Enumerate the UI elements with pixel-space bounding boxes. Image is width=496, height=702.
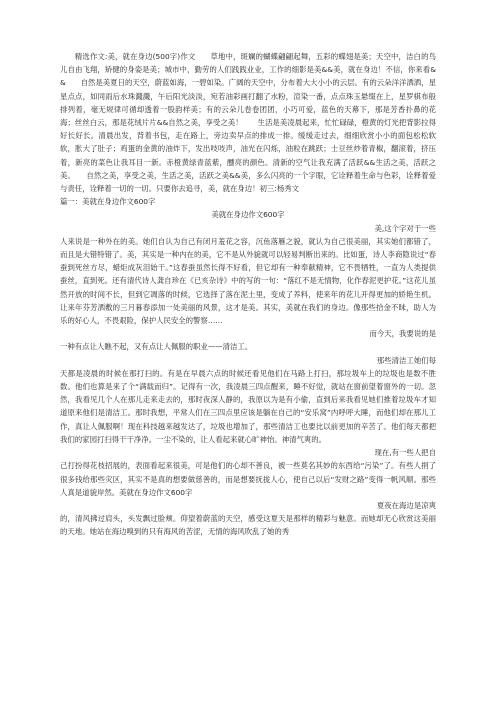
paragraph-7: 那些清洁工她们每: [376, 355, 436, 365]
paragraph-0: 精选作文:美，就在身边(500字)作文 草地中，斑斓的蝴蝶翩翩起舞，五彩的蝶翅是美；天空中，洁白的鸟儿自由飞翔，矫健的身姿是美；城市中，勤劳的人们践践业业，工作的细影是美&&美，就在身边！不信，你来看&& 自然是美夏日的天空，蔚蓝如海，一碧如染。广阔的天空中，分布着大大小小的云层。有的云朵洋洋洒洒，星星点点，如同雨后水珠濺濺，午后阳光淡淡，宛若油彩画打翻了水粉，渲染一番，点点珠玉悬缀在上，星罗棋布般排列着，毫无规律可循却透着一股韵样美；有的云朵儿卷卷团团，小巧可爱，蓝色的天幕下，那是芳香扑鼻的花海；丝丝白云，那是花绒片片&&自然之美，享受之美！ 生活是美凌晨起来，忙忙碌碌，橙黄的灯光把背影拉得好长好长。清晨出发，背着书包，走在路上，旁边卖早点的排成一排。缓缓走过去，细细欣赏小小的面包松松软软，胀大了肚子；鸡蛋的金黄的油炸下，发出吱吱声，油光在闪烁，油粒在跳跃；士豆丝炒着青椒，翻滚着，挤压着，新亮的菜色让我耳目一新。赤橙黄绿青蓝紫，醺亮的颜色。清新的空气让我充满了活跃&&生活之美，活跃之美。 自然之美，享受之美，生活之美，活跃之美&&美，多么闪亮的一个字眼，它诠释着生命与色彩，诠释着爱与责任，诠释着一切的一切。只要你去追寻，美，就在身边！初三:杨秀文: [60, 52, 436, 194]
paragraph-2: 美就在身边作文600字: [211, 210, 285, 220]
paragraph-1: 篇一：美就在身边作文600字: [60, 197, 156, 207]
paragraph-3: 美,这个字对于一些: [374, 223, 436, 233]
paragraph-9: 现在,有一些人把自: [374, 448, 436, 458]
paragraph-5: 而今天，我要说的是: [369, 329, 436, 339]
paragraph-6: 一种有点让人瞧不起，又有点让人佩服的职业——清洁工。: [60, 342, 253, 352]
paragraph-10: 己打扮得花枝招展的，表面看起来很美，可是他们的心却不善良，被一些莫名其妙的东西给“污染”了。有些人捐了很多钱给那些灾区，其实不是真的想要做慈善的，而是想要抚拢人心，使自己以后“发财之路”变得一帆风顺。那些人真是道貌岸然。美就在身边作文600字: [60, 461, 436, 497]
paragraph-11: 夏夜在海边是凉爽: [376, 500, 436, 510]
paragraph-8: 天都是凌晨的时候在那打扫的。有是在早晨六点的时候还看见他们在马路上打扫，那垃圾车上的垃圾也是数不胜数。他们也算是来了个“满载而归”。记得有一次，我凌晨三四点醒来，睡不好觉，就站在窗前望着窗外的一切。忽然，我看见几个人在那儿走来走去的，那时夜深人静的，我原以为是有小偷，直到后来我看见她们推着垃圾车才知道原来他们是清洁工。那时我想，平常人们在三四点里应该是躺在自己的“安乐窝”内呼呼大睡，而他们却在那儿工作，真让人佩服啊！现在科技越来越发达了，垃圾也增加了，那些清洁工也要比以前更加的辛苦了。他们每天都把我们的家园打扫得干干净净。一尘不染的，让人看起来就心旷神怡。神清气爽的。: [60, 368, 436, 444]
paragraph-4: 人来说是一种外在的美。她们自认为自己有闭月羞花之容，沉鱼落雁之貌，就认为自己很美丽，其实她们都错了，而且是大错特错了。美，其实是一种内在的美，它不是从外貌就可以轻易判断出来的。比如蛋，诗人李商隐说过“春蚕到死丝方尽，蜡炬成灰泪始干。”这春蚕虽然长得不好看，但它却有一种奉献精神，它不畏牺牲，一直为人类提供蚕丝，直到死。还有清代诗人龚自珍在《已亥杂诗》中的写的一句：“落红不是无情物，化作春泥更护花。”这花儿虽然开放的时间不长，但到它凋落的时候，它选择了落在泥土里，变成了养料，使来年的花儿开得更加的娇艳生机。让来年芬芳洒敷的三月暮春添加一处美丽的风景，这才是美。其实，美就在我们的身边。像那些拾金不昧，助人为乐的好心人，不畏艰险，保护人民安全的警察……: [60, 236, 436, 326]
paragraph-12: 的，清风拂过肩头，头发飘过脸颊。仰望着蔚蓝的天空，感受这夏天是那样的精彩与魅意。而她却无心欣赏这美丽的天地。她站在海边嗅到的只有海风的苦涩，无情的海风吹乱了她的秀: [60, 514, 436, 537]
